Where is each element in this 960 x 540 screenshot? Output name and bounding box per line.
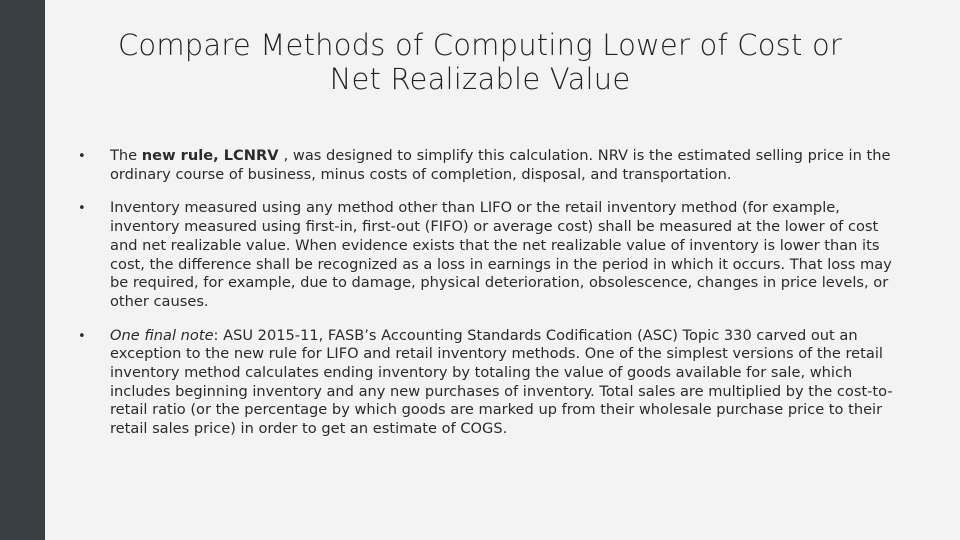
- bullet-text: [110, 199, 893, 311]
- bullet-marker: •: [78, 149, 86, 164]
- slide-title: [60, 28, 900, 96]
- bullet-item-final-note: [78, 327, 893, 439]
- bullet-text: [110, 147, 893, 184]
- bullet-list: [78, 147, 893, 454]
- text-run: , was designed to simplify this calculation. NRV is the estimated selling price in the ordinary course of business, minus costs of completion, disposal, and transportation.: [110, 147, 891, 183]
- bullet-item-inventory-measured: [78, 199, 893, 311]
- text-run-italic: One final note: [110, 326, 214, 344]
- text-run: Inventory measured using any method other than LIFO or the retail inventory method (for example, inventory measured using first-in, first-out (FIFO) or average cost) shall be measured at the lower of cost and net realizable value. When evidence exists that the net realizable value of inventory is lower than its cost, the difference shall be recognized as a loss in earnings in the period in which it occurs. That loss may be required, for example, due to damage, physical deterioration, obsolescence, changes in price levels, or other causes.: [110, 199, 892, 310]
- bullet-marker: •: [78, 328, 86, 344]
- side-accent-bar: [0, 0, 45, 540]
- text-run: The: [110, 147, 142, 164]
- text-run: : ASU 2015-11, FASB’s Accounting Standards Codification (ASC) Topic 330 carved out an exception to the new rule for LIFO and retail inventory methods. One of the simplest versions of the retail inventory method calculates ending inventory by totaling the value of goods available for sale, which includes beginning inventory and any new purchases of inventory. Total sales are multiplied by the cost-to-retail ratio (or the percentage by which goods are marked up from their wholesale purchase price to their retail sales price) in order to get an estimate of COGS.: [110, 326, 893, 438]
- title-line-2: Net Realizable Value: [329, 62, 631, 96]
- bullet-marker: •: [78, 201, 86, 217]
- bullet-item-new-rule: [78, 147, 893, 184]
- text-run-bold: new rule, LCNRV: [141, 147, 284, 164]
- bullet-text: [110, 327, 893, 439]
- title-line-1: Compare Methods of Computing Lower of Cost or: [117, 28, 843, 62]
